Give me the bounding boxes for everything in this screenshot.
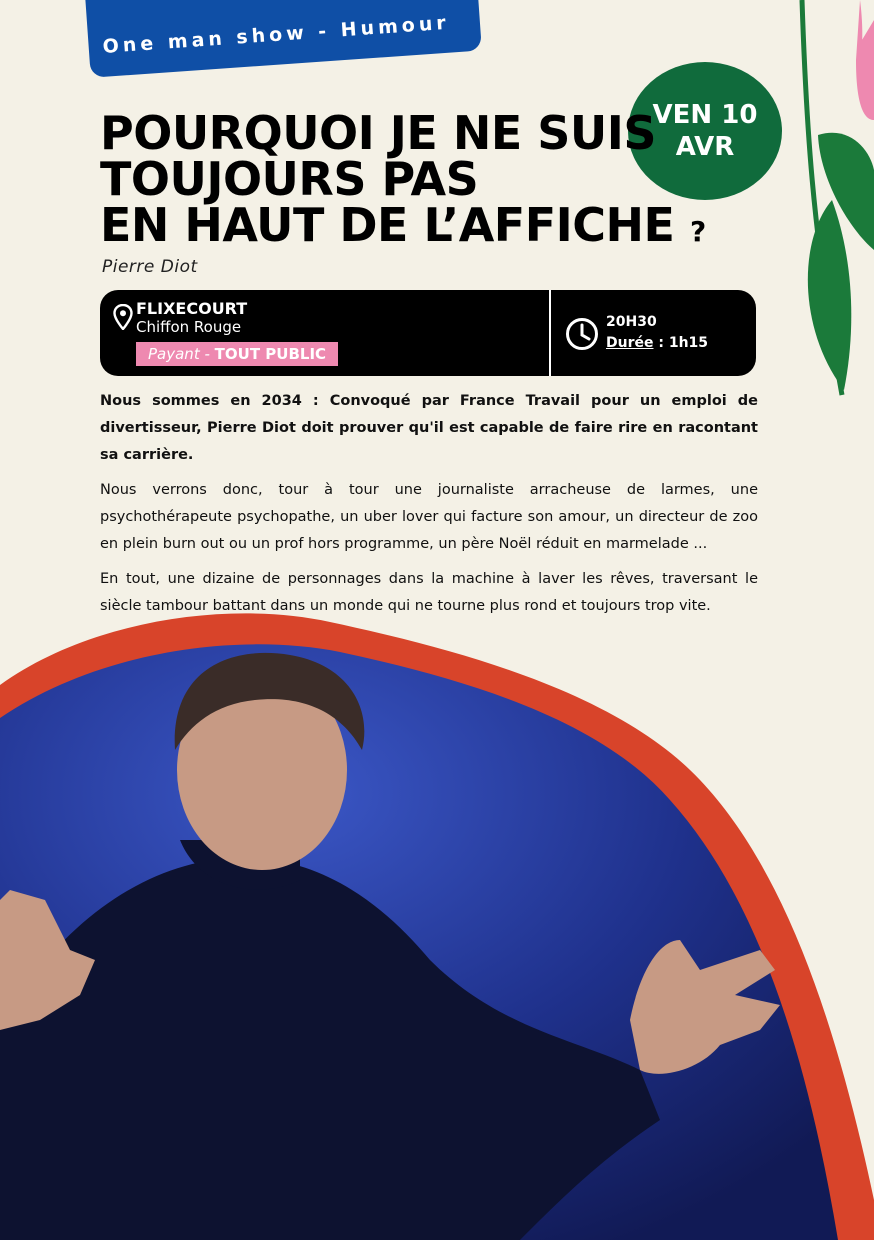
- description-paragraph-3: En tout, une dizaine de personnages dans la machine à laver les rêves, traversant le siècle tambour battant dans un monde qui ne tourne plus rond et toujours trop vite.: [100, 571, 758, 614]
- date-day: VEN 10: [652, 100, 758, 130]
- show-duration: [606, 335, 708, 351]
- price-type: Payant: [148, 345, 200, 363]
- title-line-1: POURQUOI JE NE SUIS: [100, 106, 656, 160]
- description-paragraph-2: Nous verrons donc, tour à tour une journaliste arracheuse de larmes, une psychothérapeute psychopathe, un uber lover qui facture son amour, un directeur de zoo en plein burn out ou un prof hors programme, un père Noël réduit en marmelade ...: [100, 482, 758, 552]
- info-bar: [100, 290, 756, 376]
- duration-label: Durée: [606, 335, 654, 351]
- location-city: FLIXECOURT: [136, 299, 248, 318]
- leaf-decoration: [790, 0, 874, 400]
- performer-photo: [0, 600, 874, 1240]
- price-tag: [136, 342, 338, 366]
- show-title: [100, 106, 706, 255]
- description: [100, 388, 758, 628]
- show-time: 20H30: [606, 314, 657, 330]
- clock-icon: [565, 317, 599, 351]
- price-audience: TOUT PUBLIC: [214, 345, 327, 363]
- author: Pierre Diot: [102, 257, 198, 277]
- title-line-3: [100, 198, 706, 255]
- location-venue: Chiffon Rouge: [136, 318, 242, 336]
- category-label: One man show - Humour: [102, 11, 451, 58]
- map-pin-icon: [113, 304, 133, 330]
- price-separator: -: [199, 345, 215, 363]
- title-line-3-text: EN HAUT DE L’AFFICHE: [100, 198, 675, 252]
- date-month: AVR: [675, 132, 735, 162]
- info-divider: [549, 290, 551, 376]
- title-line-2: TOUJOURS PAS: [100, 152, 479, 206]
- description-lead: Nous sommes en 2034 : Convoqué par France Travail pour un emploi de divertisseur, Pierre Diot doit prouver qu'il est capable de faire rire en racontant sa carrière.: [100, 393, 758, 463]
- duration-value: : 1h15: [653, 335, 709, 351]
- title-question-mark: ?: [689, 215, 706, 248]
